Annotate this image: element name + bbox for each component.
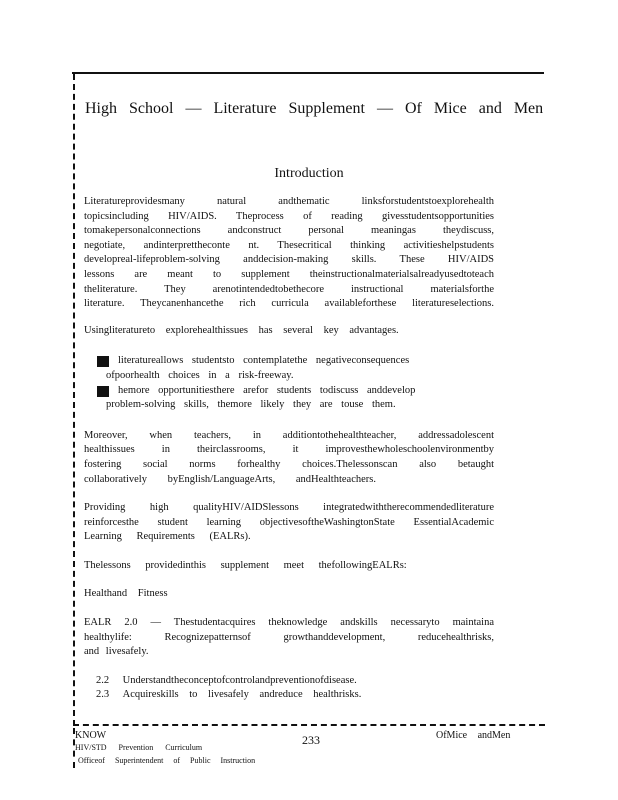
document-body bbox=[84, 195, 494, 703]
intro-line: negotiate, andinterprettheconte nt. Thesecritical thinking activitieshelpstudents bbox=[84, 239, 494, 251]
bullet-line: ofpoorhealth choices in a risk-freeway. bbox=[106, 369, 294, 381]
ealr-line: EALR 2.0 — Thestudentacquires theknowledge andskills necessaryto maintaina bbox=[84, 617, 494, 629]
bullet-mark-icon bbox=[97, 356, 109, 367]
intro-line: developreal-lifeproblem-solving anddecision-making skills. These HIV/AIDS bbox=[84, 254, 494, 266]
intro-line: Literatureprovidesmany natural andthematic linksforstudentstoexplorehealth bbox=[84, 196, 494, 207]
sub-item-number: 2.3 bbox=[96, 689, 110, 701]
footer-book-title: OfMice andMen bbox=[436, 730, 511, 741]
bullet-line: problem-solving skills, themore likely they are touse them. bbox=[106, 399, 396, 411]
sub-item bbox=[84, 688, 494, 703]
ealr-paragraph bbox=[84, 616, 494, 660]
sub-item bbox=[84, 674, 494, 689]
bottom-dashed-border bbox=[73, 724, 545, 726]
bullet-mark-icon bbox=[97, 386, 109, 397]
intro-paragraph bbox=[84, 195, 494, 312]
sub-item-number: 2.2 bbox=[96, 674, 110, 686]
section-title: Introduction bbox=[274, 166, 344, 181]
page-header: High School — Literature Supplement — Of Mice and Men bbox=[85, 100, 544, 117]
intro-line: topicsincluding HIV/AIDS. Theprocess of reading givesstudentsopportunities bbox=[84, 210, 494, 222]
intro-line: tomakepersonalconnections andconstruct personal meaningas theydiscuss, bbox=[84, 225, 494, 237]
top-rule bbox=[72, 72, 544, 74]
moreover-line: Moreover, when teachers, in additiontothehealthteacher, addressadolescent bbox=[84, 429, 494, 441]
sub-item-text: Understandtheconceptofcontrolandpreventionofdisease. bbox=[122, 674, 357, 686]
sub-item-text: Acquireskills to livesafely andreduce healthrisks. bbox=[122, 689, 362, 701]
bullet-item bbox=[84, 354, 494, 383]
ealrs-intro: Thelessons providedinthis supplement meet thefollowingEALRs: bbox=[84, 559, 407, 571]
intro-line: lessons are meant to supplement theinstructionalmaterialsalreadyusedtoteach bbox=[84, 268, 494, 280]
moreover-paragraph bbox=[84, 429, 494, 487]
footer-curriculum: HIV/STD Prevention Curriculum bbox=[75, 743, 203, 752]
intro-line: literature. Theycanenhancethe rich curricula availableforthese literatureselections. bbox=[84, 298, 494, 310]
subject-heading: Healthand Fitness bbox=[84, 588, 168, 600]
providing-line: Learning Requirements (EALRs). bbox=[84, 531, 251, 543]
advantages-intro: Usingliteratureto explorehealthissues has several key advantages. bbox=[84, 324, 399, 336]
footer-office: Officeof Superintendent of Public Instruction bbox=[78, 756, 256, 765]
providing-paragraph bbox=[84, 501, 494, 545]
intro-line: theliterature. They arenotintendedtobethecore instructional materialsforthe bbox=[84, 283, 494, 295]
providing-line: reinforcesthe student learning objectivesoftheWashingtonState EssentialAcademic bbox=[84, 516, 494, 528]
moreover-line: collaboratively byEnglish/LanguageArts, andHealthteachers. bbox=[84, 473, 376, 485]
moreover-line: healthissues in theirclassrooms, it improvesthewholeschoolenvironmentby bbox=[84, 444, 494, 456]
moreover-line: fostering social norms forhealthy choices.Thelessonscan also betaught bbox=[84, 458, 494, 470]
page-number: 233 bbox=[302, 733, 320, 747]
ealr-line: healthylife: Recognizepatternsof growthanddevelopment, reducehealthrisks, bbox=[84, 631, 494, 643]
ealr-line: and livesafely. bbox=[84, 646, 149, 658]
bullet-item bbox=[84, 384, 494, 413]
bullet-line: hemore opportunitiesthere arefor students todiscuss anddevelop bbox=[118, 384, 416, 396]
providing-line: Providing high qualityHIV/AIDSlessons integratedwiththerecommendedliterature bbox=[84, 502, 494, 514]
footer-program-name: KNOW bbox=[75, 730, 107, 741]
bullet-line: literatureallows studentsto contemplatethe negativeconsequences bbox=[118, 355, 410, 367]
